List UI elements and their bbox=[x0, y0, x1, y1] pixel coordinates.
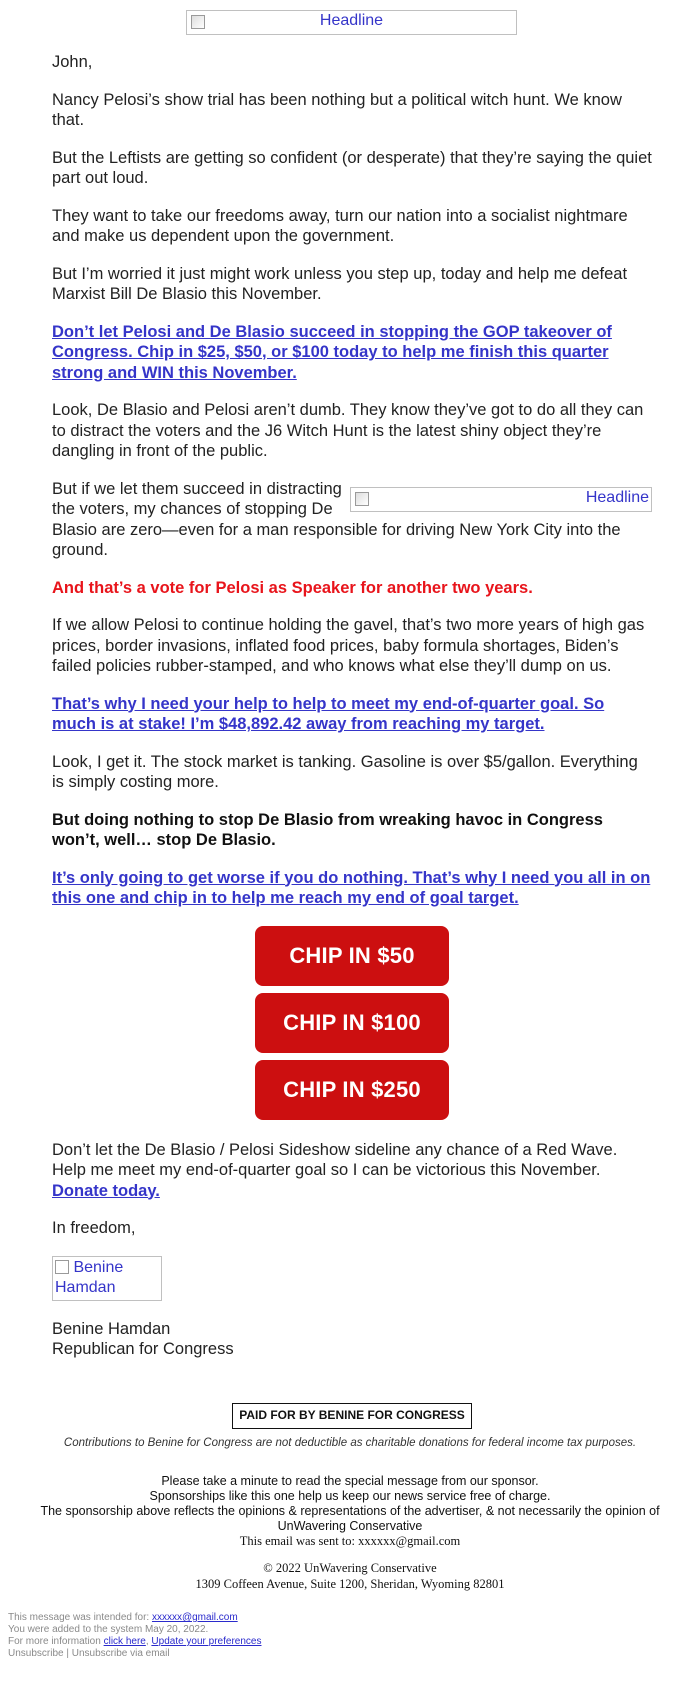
signer-name: Benine Hamdan bbox=[52, 1319, 171, 1338]
red-callout: And that’s a vote for Pelosi as Speaker for another two years. bbox=[52, 578, 533, 597]
added-line: You were added to the system May 20, 2022. bbox=[8, 1624, 209, 1635]
signature-image-alt: Benine Hamdan bbox=[55, 1258, 124, 1296]
update-preferences-link[interactable]: Update your preferences bbox=[151, 1636, 262, 1647]
paragraph-1: Nancy Pelosi’s show trial has been nothing but a political witch hunt. We know that. bbox=[52, 90, 622, 129]
copyright-line: © 2022 UnWavering Conservative bbox=[263, 1561, 437, 1575]
letter-body bbox=[52, 52, 652, 1360]
donate-link-3[interactable]: It’s only going to get worse if you do nothing. That’s why I need you all in on this one and chip in to help me reach my end of goal target. bbox=[52, 868, 651, 907]
donate-link-1[interactable]: Don’t let Pelosi and De Blasio succeed in stopping the GOP takeover of Congress. Chip in $25, $50, or $100 today to help me finish this quarter strong and WIN this November. bbox=[52, 322, 612, 382]
paragraph-5: Look, De Blasio and Pelosi aren’t dumb. They know they’ve got to do all they can to distract the voters and the J6 Witch Hunt is the latest shiny object they’re dangling in front of the public. bbox=[52, 401, 644, 460]
more-info-prefix: For more information bbox=[8, 1636, 104, 1647]
signature-image bbox=[52, 1256, 162, 1301]
address-line: 1309 Coffeen Avenue, Suite 1200, Sheridan, Wyoming 82801 bbox=[195, 1577, 505, 1591]
sponsor-line-1: Please take a minute to read the special message from our sponsor. bbox=[161, 1474, 539, 1488]
paragraph-3: They want to take our freedoms away, turn our nation into a socialist nightmare and make us dependent upon the government. bbox=[52, 206, 628, 245]
intended-email-link[interactable]: xxxxxx@gmail.com bbox=[151, 1612, 238, 1623]
paragraph-9 bbox=[52, 1140, 652, 1202]
chip-in-100-button[interactable]: CHIP IN $100 bbox=[255, 993, 449, 1053]
broken-image-icon bbox=[55, 1260, 69, 1274]
chip-in-buttons bbox=[52, 926, 652, 1120]
donate-link-2[interactable]: That’s why I need your help to help to meet my end-of-quarter goal. So much is at stake! I’m $48,892.42 away from reaching my target. bbox=[52, 694, 605, 733]
closing: In freedom, bbox=[52, 1219, 136, 1237]
broken-image-icon bbox=[355, 492, 369, 506]
chip-in-250-button[interactable]: CHIP IN $250 bbox=[255, 1060, 449, 1120]
copyright-block bbox=[50, 1560, 650, 1592]
paragraph-9-text: Don’t let the De Blasio / Pelosi Sideshow sideline any chance of a Red Wave. Help me meet my end-of-quarter goal so I can be victorious this November. bbox=[52, 1140, 618, 1179]
inline-headline-image[interactable] bbox=[350, 487, 652, 512]
system-footer bbox=[8, 1612, 261, 1660]
sponsor-line-2: Sponsorships like this one help us keep our news service free of charge. bbox=[149, 1489, 551, 1503]
paragraph-7: If we allow Pelosi to continue holding the gavel, that’s two more years of high gas prices, border invasions, inflated food prices, baby formula shortages, Biden’s failed policies rubber-stamped, and who knows what else they’ll dump on us. bbox=[52, 616, 645, 675]
paragraph-8: Look, I get it. The stock market is tanking. Gasoline is over $5/gallon. Everything is simply costing more. bbox=[52, 752, 638, 791]
signer-title: Republican for Congress bbox=[52, 1340, 234, 1358]
inline-image-alt: Headline bbox=[585, 489, 649, 506]
donate-today-link[interactable]: Donate today. bbox=[52, 1181, 160, 1200]
more-info-line bbox=[8, 1636, 261, 1648]
chip-in-50-button[interactable]: CHIP IN $50 bbox=[255, 926, 449, 986]
paragraph-6-text: But if we let them succeed in distracting the voters, my chances of stopping De Blasio are zero—even for a man responsible for driving New York City into the ground. bbox=[52, 479, 621, 559]
paragraph-2: But the Leftists are getting so confident (or desperate) that they’re saying the quiet part out loud. bbox=[52, 148, 652, 187]
intended-line bbox=[8, 1612, 261, 1624]
broken-image-icon bbox=[191, 15, 205, 29]
click-here-link[interactable]: click here bbox=[103, 1636, 146, 1647]
paragraph-4: But I’m worried it just might work unless you step up, today and help me defeat Marxist Bill De Blasio this November. bbox=[52, 264, 628, 303]
bold-callout: But doing nothing to stop De Blasio from wreaking havoc in Congress won’t, well… stop De Blasio. bbox=[52, 810, 603, 849]
sponsor-message bbox=[20, 1474, 680, 1549]
intended-prefix: This message was intended for: bbox=[8, 1612, 152, 1623]
unsubscribe-line[interactable]: Unsubscribe | Unsubscribe via email bbox=[8, 1648, 170, 1659]
headline-image-alt: Headline bbox=[319, 12, 384, 29]
sent-to-line: This email was sent to: xxxxxx@gmail.com bbox=[239, 1534, 461, 1548]
separator: , bbox=[145, 1636, 152, 1647]
sponsor-line-3: The sponsorship above reflects the opinions & representations of the advertiser, & not necessarily the opinion of UnWavering Conservative bbox=[40, 1504, 660, 1533]
greeting: John, bbox=[52, 53, 93, 71]
headline-image[interactable] bbox=[186, 10, 517, 35]
paid-for-box: PAID FOR BY BENINE FOR CONGRESS bbox=[232, 1403, 472, 1429]
tax-disclaimer: Contributions to Benine for Congress are not deductible as charitable donations for federal income tax purposes. bbox=[63, 1437, 637, 1449]
